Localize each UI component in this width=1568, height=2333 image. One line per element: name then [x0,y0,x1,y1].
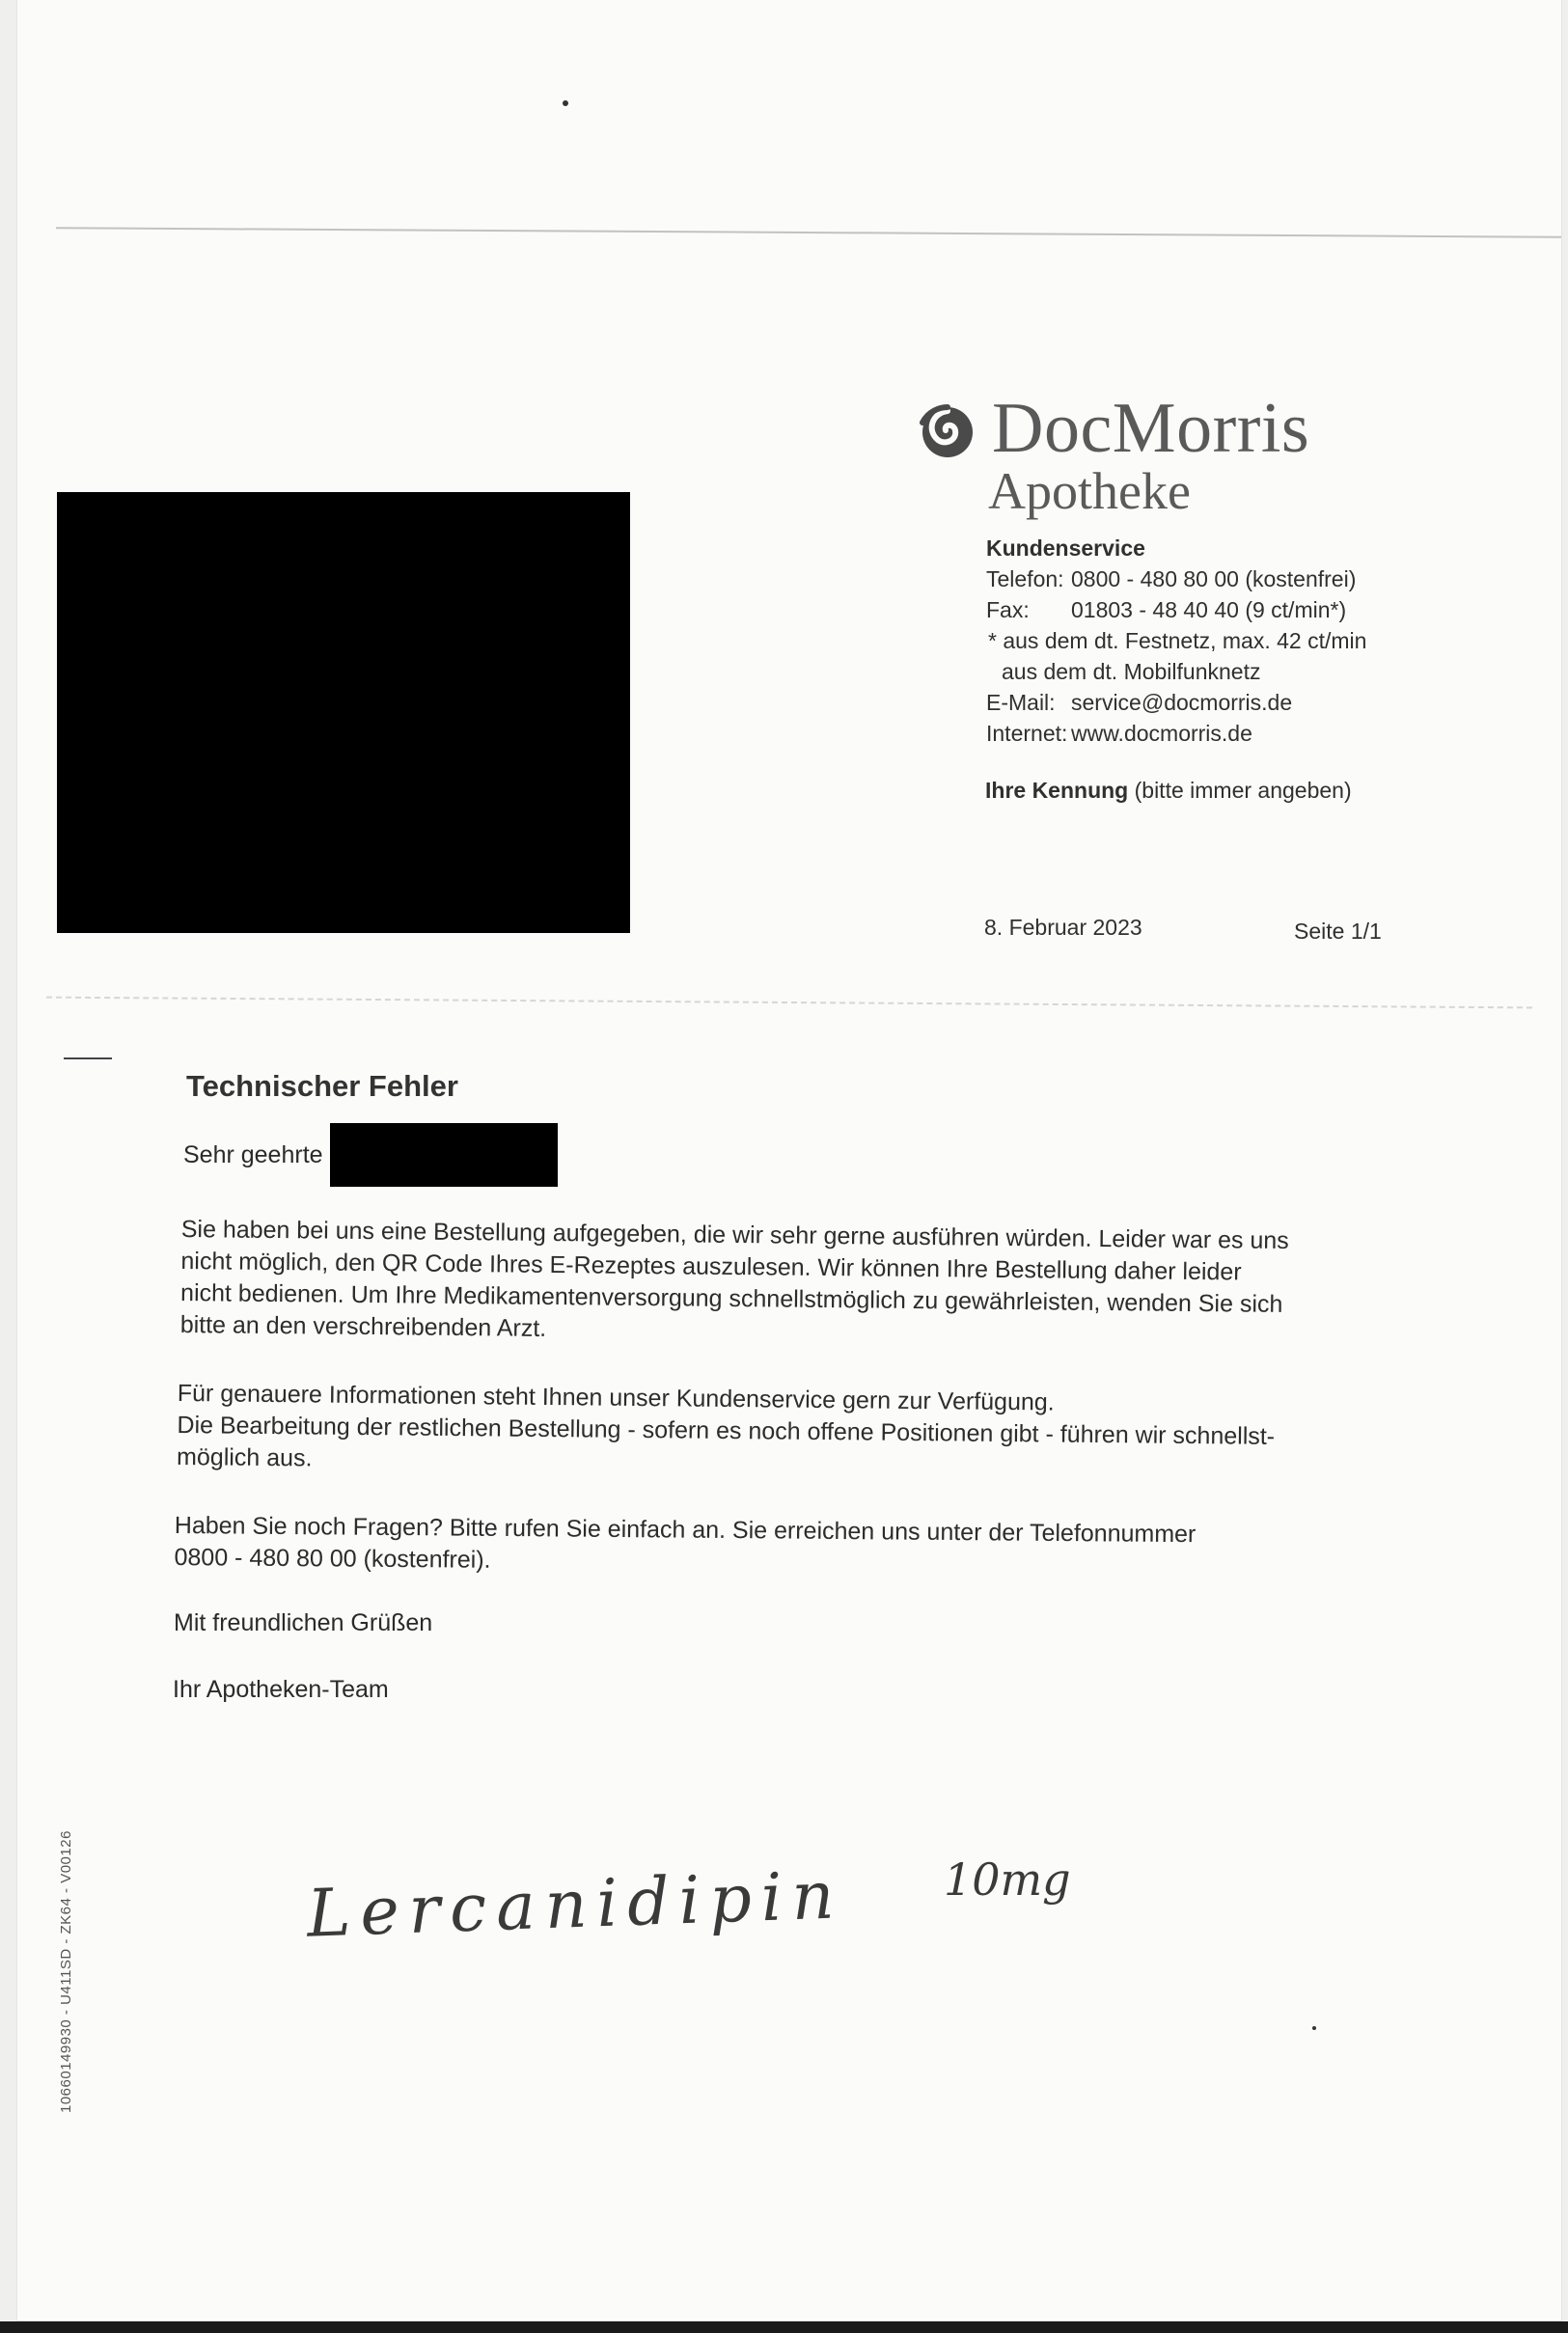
paragraph-2-line: Die Bearbeitung der restlichen Bestellung - sofern es noch offene Positionen gibt - führen wir schnellst- [177,1411,1276,1450]
contact-block [986,533,1411,749]
fee-note-line1: * aus dem dt. Festnetz, max. 42 ct/min [988,628,1367,653]
paragraph-1 [180,1214,1289,1353]
paragraph-3 [174,1510,1196,1582]
docmorris-logo [915,389,1378,521]
paragraph-2 [177,1378,1276,1485]
redacted-address-block [57,492,630,933]
fax-value: 01803 - 48 40 40 (9 ct/min*) [1071,597,1347,622]
contact-heading: Kundenservice [986,535,1145,561]
salutation-text: Sehr geehrte [183,1141,323,1168]
letter-page [17,0,1561,2320]
fax-row [986,594,1411,625]
phone-row [986,563,1411,594]
closing-greeting: Mit freundlichen Grüßen [174,1609,433,1636]
fee-note-line2: aus dem dt. Mobilfunknetz [1002,659,1261,684]
page-number: Seite 1/1 [1294,919,1382,944]
fold-mark [64,1057,112,1059]
phone-value: 0800 - 480 80 00 (kostenfrei) [1071,566,1357,591]
logo-subtitle: Apotheke [988,462,1191,520]
phone-label: Telefon: [986,566,1064,591]
paragraph-1-line: nicht möglich, den QR Code Ihres E-Rezeptes auszulesen. Wir können Ihre Bestellung daher leider [180,1247,1242,1286]
paragraph-2-line: Für genauere Informationen steht Ihnen unser Kundenservice gern zur Verfügung. [177,1379,1055,1416]
handwritten-drug-name: Lercanidipin [305,1857,845,1953]
email-row [986,687,1411,718]
paragraph-1-line: nicht bedienen. Um Ihre Medikamentenversorgung schnellstmöglich zu gewährleisten, wenden Sie sich [179,1278,1283,1318]
logo-wordmark: DocMorris [992,389,1310,468]
internet-label: Internet: [986,721,1068,746]
salutation [183,1141,323,1169]
internet-row [986,718,1411,749]
letter-date: 8. Februar 2023 [984,915,1142,940]
letter-subject: Technischer Fehler [186,1069,458,1103]
handwritten-dose: 10mg [944,1853,1071,1906]
redacted-recipient-name [330,1123,558,1187]
paragraph-3-line: 0800 - 480 80 00 (kostenfrei). [174,1543,491,1574]
paragraph-1-line: bitte an den verschreibenden Arzt. [179,1310,547,1342]
docmorris-swirl-icon [915,401,980,463]
paragraph-2-line: möglich aus. [176,1442,313,1472]
signature-line: Ihr Apotheken-Team [173,1676,389,1703]
internet-value: www.docmorris.de [1071,721,1252,746]
customer-id-hint: (bitte immer angeben) [1134,778,1352,803]
customer-id-line [985,778,1352,804]
scan-bottom-edge [0,2321,1568,2333]
fax-label: Fax: [986,597,1030,622]
paper-speck [1312,2026,1316,2030]
email-label: E-Mail: [986,690,1056,715]
paragraph-3-line: Haben Sie noch Fragen? Bitte rufen Sie einfach an. Sie erreichen uns unter der Telefonnummer [174,1511,1197,1549]
handwritten-note [305,1853,1098,1992]
customer-id-label: Ihre Kennung [985,778,1129,803]
paragraph-1-line: Sie haben bei uns eine Bestellung aufgegeben, die wir sehr gerne ausführen würden. Leider war es uns [180,1215,1289,1255]
email-value: service@docmorris.de [1071,690,1293,715]
fold-line-middle [46,997,1532,1009]
paper-speck [563,100,568,106]
document-code: 10660149930 - U411SD - ZK64 - V00126 [58,1830,74,2113]
fold-line-top [56,227,1561,238]
